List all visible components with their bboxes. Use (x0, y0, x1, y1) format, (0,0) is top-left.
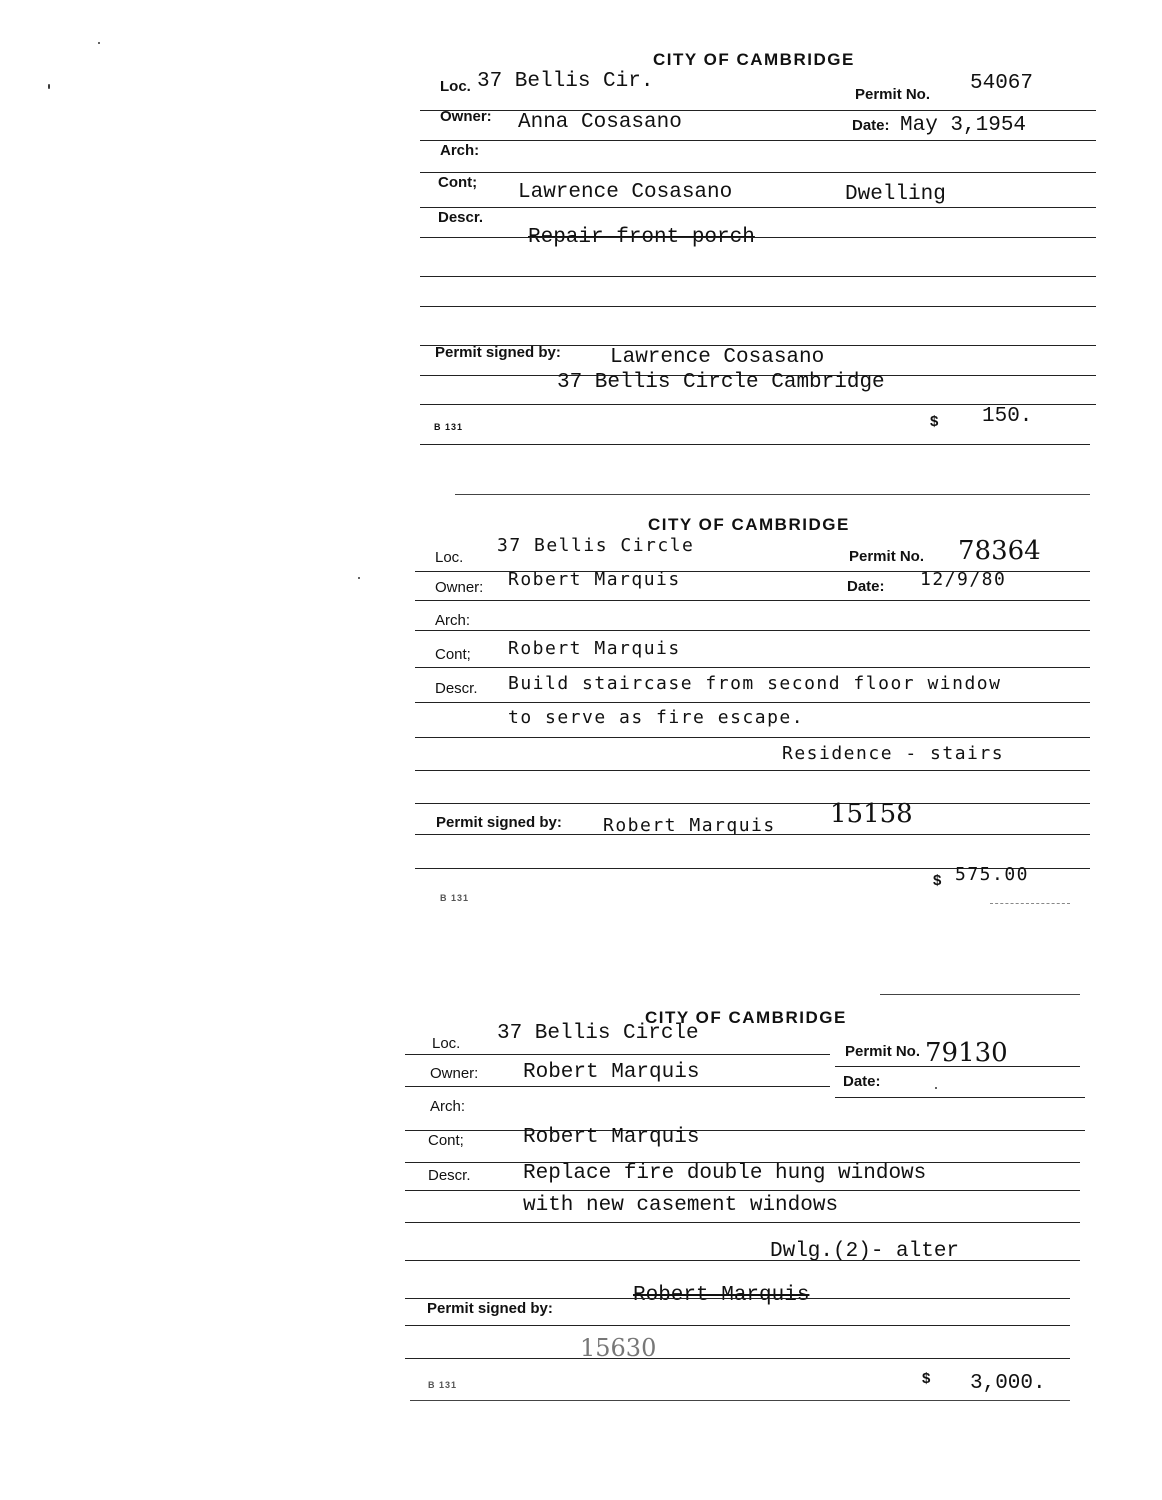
rule (405, 1190, 1080, 1191)
rule (415, 737, 1090, 738)
rule (405, 1054, 830, 1055)
scan-speck (358, 577, 360, 579)
description-line-1: Replace fire double hung windows (523, 1162, 927, 1185)
rule (420, 306, 1096, 307)
descr-label: Descr. (438, 209, 484, 226)
contractor-value: Robert Marquis (508, 638, 681, 659)
rule (415, 667, 1090, 668)
signed-by-label: Permit signed by: (435, 344, 561, 361)
form-code: B 131 (440, 893, 470, 903)
card-header: CITY OF CAMBRIDGE (648, 515, 850, 534)
owner-value: Robert Marquis (508, 569, 681, 590)
owner-label: Owner: (440, 108, 492, 125)
permit-no-label: Permit No. (845, 1043, 921, 1060)
contractor-value: Robert Marquis (523, 1126, 700, 1149)
date-label: Date: (847, 578, 885, 595)
loc-label: Loc. (432, 1035, 461, 1052)
signed-by-value: Lawrence Cosasano (610, 346, 825, 369)
card-header: CITY OF CAMBRIDGE (653, 50, 855, 69)
rule (420, 172, 1096, 173)
rule (420, 276, 1096, 277)
rule (415, 834, 1090, 835)
cont-label: Cont; (428, 1132, 464, 1149)
card-bottom-edge (990, 903, 1070, 904)
permit-number: 54067 (970, 72, 1034, 95)
loc-label: Loc. (435, 549, 464, 566)
stamp-number: 15630 (580, 1334, 657, 1362)
amount-value: 575.00 (955, 864, 1030, 885)
type-value: Dwelling (845, 183, 946, 206)
card-top-edge (880, 994, 1080, 995)
date-value: May 3,1954 (900, 114, 1027, 137)
rule (420, 444, 1090, 445)
description-line-2: to serve as fire escape. (508, 707, 805, 728)
descr-label: Descr. (428, 1167, 471, 1184)
cont-label: Cont; (435, 646, 471, 663)
descr-label: Descr. (435, 680, 478, 697)
date-speck (935, 1087, 937, 1089)
owner-label: Owner: (430, 1065, 479, 1082)
rule (420, 140, 1096, 141)
rule (415, 600, 1090, 601)
rule (405, 1130, 1085, 1131)
arch-label: Arch: (440, 142, 480, 159)
rule (405, 1325, 1070, 1326)
form-code: B 131 (434, 422, 464, 432)
rule (835, 1066, 1080, 1067)
cont-label: Cont; (438, 174, 478, 191)
arch-label: Arch: (435, 612, 471, 629)
rule (415, 803, 1090, 804)
permit-no-label: Permit No. (849, 548, 925, 565)
owner-value: Anna Cosasano (518, 111, 682, 134)
amount-value: 3,000. (970, 1372, 1046, 1395)
rule (835, 1097, 1085, 1098)
owner-label: Owner: (435, 579, 484, 596)
signed-by-value: Robert Marquis (633, 1284, 810, 1307)
permit-number: 78364 (958, 536, 1041, 566)
description-line-2: with new casement windows (523, 1194, 839, 1217)
owner-value: Robert Marquis (523, 1061, 700, 1084)
rule (405, 1222, 1080, 1223)
contractor-value: Lawrence Cosasano (518, 181, 733, 204)
dollar-sign: $ (933, 872, 942, 889)
signer-address: 37 Bellis Circle Cambridge (557, 371, 885, 394)
card-header: CITY OF CAMBRIDGE (645, 1008, 847, 1027)
loc-label: Loc. (440, 78, 471, 95)
stamp-number: 15158 (830, 799, 913, 829)
description-line-1: Repair front porch (528, 226, 755, 249)
amount-value: 150. (982, 405, 1033, 428)
date-label: Date: (843, 1073, 881, 1090)
rule (420, 207, 1096, 208)
location-value: 37 Bellis Circle (497, 1022, 699, 1045)
signed-by-label: Permit signed by: (436, 814, 562, 831)
arch-label: Arch: (430, 1098, 466, 1115)
dollar-sign: $ (922, 1370, 931, 1387)
dollar-sign: $ (930, 413, 939, 430)
location-value: 37 Bellis Cir. (477, 70, 654, 93)
rule (405, 1298, 1070, 1299)
location-value: 37 Bellis Circle (497, 535, 695, 556)
type-value: Dwlg.(2)- alter (770, 1240, 960, 1263)
description-line-1: Build staircase from second floor window (508, 673, 1002, 694)
permit-number: 79130 (925, 1038, 1008, 1068)
card-bottom-edge (410, 1400, 1070, 1401)
rule (415, 770, 1090, 771)
card-bottom-edge (455, 494, 1090, 495)
rule (405, 1358, 1070, 1359)
scan-speck (48, 84, 50, 89)
signed-by-value: Robert Marquis (603, 815, 776, 836)
rule (405, 1086, 830, 1087)
rule (405, 1260, 1080, 1261)
date-value: 12/9/80 (920, 569, 1007, 590)
signed-by-label: Permit signed by: (427, 1300, 553, 1317)
scan-speck (98, 42, 100, 44)
rule (415, 702, 1090, 703)
type-value: Residence - stairs (782, 743, 1005, 764)
rule (415, 630, 1090, 631)
rule (420, 237, 1096, 238)
permit-no-label: Permit No. (855, 86, 931, 103)
form-code: B 131 (428, 1380, 458, 1390)
date-label: Date: (852, 117, 890, 134)
